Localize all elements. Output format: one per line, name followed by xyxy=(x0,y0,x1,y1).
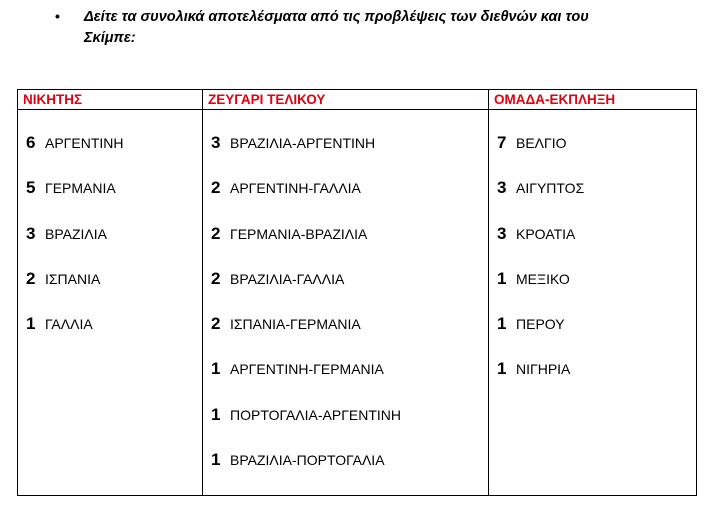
team-pair-name: ΓΕΡΜΑΝΙΑ-ΒΡΑΖΙΛΙΑ xyxy=(230,225,368,242)
vote-count: 1 xyxy=(497,268,507,288)
list-item xyxy=(489,178,696,223)
vote-count: 5 xyxy=(26,178,36,198)
team-name: ΒΕΛΓΙΟ xyxy=(516,135,567,151)
team-name: ΑΙΓΥΠΤΟΣ xyxy=(516,180,585,197)
list-item xyxy=(203,178,488,223)
vote-count: 2 xyxy=(26,268,36,288)
list-item xyxy=(18,133,202,178)
vote-count: 1 xyxy=(497,314,507,334)
team-name: ΠΕΡΟΥ xyxy=(516,316,565,333)
list-item xyxy=(203,224,488,269)
vote-count: 2 xyxy=(211,314,221,334)
team-pair-name: ΒΡΑΖΙΛΙΑ-ΑΡΓΕΝΤΙΝΗ xyxy=(230,135,376,151)
list-item xyxy=(203,269,488,314)
team-pair-name: ΑΡΓΕΝΤΙΝΗ-ΓΑΛΛΙΑ xyxy=(230,180,361,197)
list-item xyxy=(203,133,488,178)
body-row xyxy=(18,110,697,496)
list-item xyxy=(18,178,202,223)
intro-text: Δείτε τα συνολικά αποτελέσματα από τις προβλέψεις των διεθνών και του Σκίμπε: xyxy=(84,9,589,46)
team-pair-name: ΙΣΠΑΝΙΑ-ΓΕΡΜΑΝΙΑ xyxy=(230,316,361,333)
team-name: ΒΡΑΖΙΛΙΑ xyxy=(45,225,107,242)
list-item xyxy=(203,359,488,404)
vote-count: 1 xyxy=(211,450,221,470)
vote-count: 3 xyxy=(497,223,507,243)
list-item xyxy=(18,269,202,314)
vote-count: 1 xyxy=(26,314,36,334)
vote-count: 2 xyxy=(211,223,221,243)
header-surprise-team: ΟΜΑΔΑ-ΕΚΠΛΗΞΗ xyxy=(489,90,697,110)
list-item xyxy=(489,314,696,359)
team-name: ΓΕΡΜΑΝΙΑ xyxy=(45,180,116,197)
team-name: ΚΡΟΑΤΙΑ xyxy=(516,225,576,242)
team-pair-name: ΒΡΑΖΙΛΙΑ-ΠΟΡΤΟΓΑΛΙΑ xyxy=(230,452,385,469)
list-item xyxy=(489,224,696,269)
header-winner: ΝΙΚΗΤΗΣ xyxy=(18,90,203,110)
vote-count: 1 xyxy=(211,359,221,379)
header-row xyxy=(18,90,697,110)
team-name: ΓΑΛΛΙΑ xyxy=(45,316,93,333)
vote-count: 7 xyxy=(497,133,507,152)
list-item xyxy=(203,314,488,359)
team-name: ΜΕΞΙΚΟ xyxy=(516,270,570,287)
vote-count: 1 xyxy=(211,404,221,424)
bullet-marker: • xyxy=(55,8,60,24)
list-item xyxy=(18,314,202,359)
vote-count: 3 xyxy=(497,178,507,198)
winner-column xyxy=(18,110,203,496)
final-pair-column xyxy=(203,110,489,496)
vote-count: 2 xyxy=(211,268,221,288)
vote-count: 3 xyxy=(211,133,221,152)
vote-count: 3 xyxy=(26,223,36,243)
vote-count: 6 xyxy=(26,133,36,152)
team-pair-name: ΑΡΓΕΝΤΙΝΗ-ΓΕΡΜΑΝΙΑ xyxy=(230,361,384,378)
list-item xyxy=(203,405,488,450)
vote-count: 1 xyxy=(497,359,507,379)
team-pair-name: ΠΟΡΤΟΓΑΛΙΑ-ΑΡΓΕΝΤΙΝΗ xyxy=(230,406,402,423)
list-item xyxy=(18,224,202,269)
list-item xyxy=(489,133,696,178)
list-item xyxy=(489,269,696,314)
predictions-table xyxy=(17,89,697,496)
team-pair-name: ΒΡΑΖΙΛΙΑ-ΓΑΛΛΙΑ xyxy=(230,270,345,287)
vote-count: 2 xyxy=(211,178,221,198)
team-name: ΙΣΠΑΝΙΑ xyxy=(45,270,101,287)
surprise-team-column xyxy=(489,110,697,496)
header-final-pair: ΖΕΥΓΑΡΙ ΤΕΛΙΚΟΥ xyxy=(203,90,489,110)
team-name: ΑΡΓΕΝΤΙΝΗ xyxy=(45,135,124,151)
team-name: ΝΙΓΗΡΙΑ xyxy=(516,361,571,378)
list-item xyxy=(203,450,488,495)
list-item xyxy=(489,359,696,404)
